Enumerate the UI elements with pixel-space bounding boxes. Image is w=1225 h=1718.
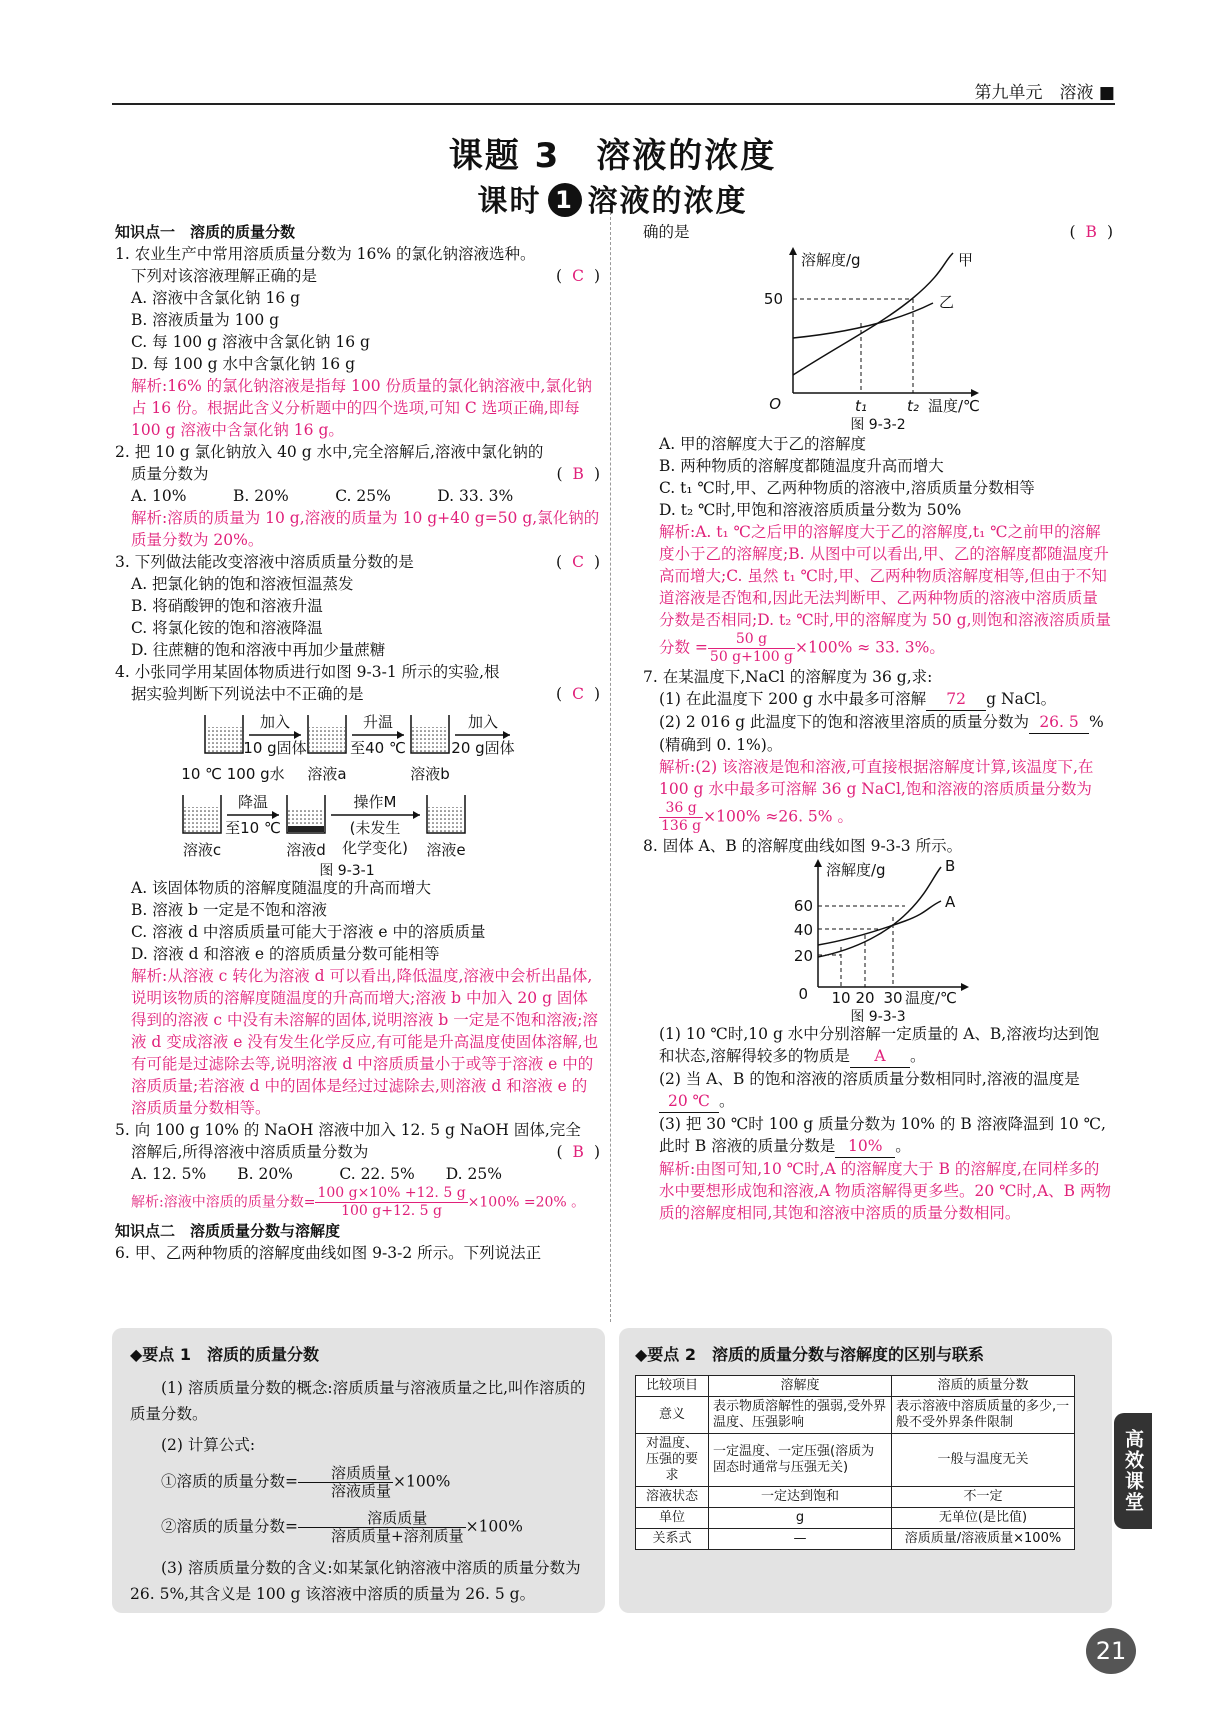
q8-part2: (2) 当 A、B 的饱和溶液的溶质质量分数相同时,溶液的温度是20 ℃ 。 [643, 1068, 1113, 1113]
fig1-coolb: 至10 ℃ [225, 819, 281, 837]
fig1-solution-a: 溶液a [307, 765, 347, 783]
q3-option-a: A. 把氯化钠的饱和溶液恒温蒸发 [131, 575, 354, 593]
q6-option-a: A. 甲的溶解度大于乙的溶解度 [659, 435, 867, 453]
q5-options: A. 12. 5% B. 20% C. 22. 5% D. 25% [131, 1165, 502, 1183]
fig2-ylabel: 溶解度/g [801, 251, 861, 269]
q4-option-a: A. 该固体物质的溶解度随温度的升高而增大 [131, 879, 432, 897]
q2-stem2: 质量分数为 ( B ) [131, 465, 600, 483]
fig2-t1: t₁ [855, 397, 867, 415]
q4-explanation: 解析:从溶液 c 转化为溶液 d 可以看出,降低温度,溶液中会析出晶体,说明该物质的溶解度随温度的升高而增大;溶液 b 中加入 20 g 固体得到的溶液 c 中没有未溶解的固体,说明溶液 b 一定是不饱和溶液;溶液 d 变成溶液 e 没有发生化学反应,有可能是升高温度使固体溶解,也有可能是过滤除去等,说明溶液 d 中溶质质量小于或等于溶液 e 中的溶质质量;若溶液 d 中的固体是经过过滤除去,则溶液 d 和溶液 e 的溶质质量分数相等。 [131, 967, 599, 1117]
q1-stem: 1. 农业生产中常用溶质质量分数为 16% 的氯化钠溶液选种。 [115, 245, 536, 263]
key-point-2-box [619, 1328, 1112, 1613]
key-point-1-box [112, 1328, 605, 1613]
q8-stem: 8. 固体 A、B 的溶解度曲线如图 9-3-3 所示。 [643, 837, 963, 855]
q6-stem: 6. 甲、乙两种物质的溶解度曲线如图 9-3-2 所示。下列说法正 [115, 1244, 542, 1262]
q3-answer: C [572, 553, 584, 571]
table-row [636, 1434, 1075, 1487]
table-cell: 单位 [636, 1508, 709, 1529]
fig3-y40: 40 [793, 921, 813, 939]
q4-option-b: B. 溶液 b 一定是不饱和溶液 [131, 901, 328, 919]
table-cell: 表示溶液中溶质质量的多少,一般不受外界条件限制 [892, 1397, 1075, 1434]
fig2-series-yi: 乙 [939, 293, 955, 311]
q1-option-d: D. 每 100 g 水中含氯化钠 16 g [131, 355, 356, 373]
table-cell: 溶质质量/溶液质量×100% [892, 1529, 1075, 1550]
figure-9-3-1 [115, 705, 600, 877]
q5-stem: 5. 向 100 g 10% 的 NaOH 溶液中加入 12. 5 g NaOH 固体,完全 [115, 1121, 581, 1139]
q1-stem2: 下列对该溶液理解正确的是 ( C ) [131, 267, 600, 285]
left-column [115, 221, 600, 1264]
knowledge-point-1: 知识点一 溶质的质量分数 [115, 223, 296, 241]
fig1-add2b: 20 g固体 [451, 739, 515, 757]
fig3-y20: 20 [793, 947, 813, 965]
q5-stem2: 溶解后,所得溶液中溶质质量分数为 ( B ) [131, 1143, 600, 1161]
comparison-table [635, 1375, 1075, 1550]
lesson-number-badge: 1 [548, 183, 582, 217]
table-row [636, 1508, 1075, 1529]
table-cell: 表示物质溶解性的强弱,受外界温度、压强影响 [709, 1397, 892, 1434]
q2-answer: B [572, 465, 584, 483]
key-point-1-concept: (1) 溶质质量分数的概念:溶质质量与溶液质量之比,叫作溶质的质量分数。 [130, 1379, 586, 1423]
subtitle-name: 溶液的浓度 [587, 184, 748, 219]
fig2-t2: t₂ [907, 397, 919, 415]
fig1-add1b: 10 g固体 [243, 739, 307, 757]
fig3-series-a: A [945, 893, 956, 911]
q5-answer: B [572, 1143, 584, 1161]
q3-option-b: B. 将硝酸钾的饱和溶液升温 [131, 597, 323, 615]
key-point-1-title: ◆要点 1 溶质的质量分数 [130, 1345, 320, 1364]
table-header: 溶解度 [709, 1376, 892, 1397]
table-cell: 无单位(是比值) [892, 1508, 1075, 1529]
q4-stem2: 据实验判断下列说法中不正确的是 ( C ) [131, 685, 600, 703]
q4-stem: 4. 小张同学用某固体物质进行如图 9-3-1 所示的实验,根 [115, 663, 500, 681]
table-cell: 溶液状态 [636, 1487, 709, 1508]
fig1-operation: 操作M [353, 793, 397, 811]
q7-answer-1: 72 [926, 688, 986, 711]
table-header: 溶质的质量分数 [892, 1376, 1075, 1397]
fig2-caption: 图 9-3-2 [850, 417, 906, 433]
q3-option-d: D. 往蔗糖的饱和溶液中再加少量蔗糖 [131, 641, 386, 659]
q6-option-d: D. t₂ ℃时,甲饱和溶液溶质质量分数为 50% [659, 501, 962, 519]
fig3-x0: 0 [798, 985, 808, 1003]
unit-header: 第九单元 溶液 ■ [974, 83, 1115, 103]
q1-explanation: 解析:16% 的氯化钠溶液是指每 100 份质量的氯化钠溶液中,氯化钠占 16 份。根据此含义分析题中的四个选项,可知 C 选项正确,即每 100 g 溶液中含氯化钠 16 g。 [131, 377, 592, 439]
knowledge-point-2: 知识点二 溶质质量分数与溶解度 [115, 1222, 341, 1240]
fig1-add2: 加入 [467, 713, 499, 731]
table-row [636, 1529, 1075, 1550]
table-cell: g [709, 1508, 892, 1529]
table-cell: 不一定 [892, 1487, 1075, 1508]
key-point-1-formula-label: (2) 计算公式: [161, 1436, 256, 1454]
q8-answer-2: 20 ℃ [659, 1090, 719, 1113]
q4-option-c: C. 溶液 d 中溶质质量可能大于溶液 e 中的溶质质量 [131, 923, 486, 941]
right-column [643, 221, 1113, 1224]
q6-option-c: C. t₁ ℃时,甲、乙两种物质的溶液中,溶质质量分数相等 [659, 479, 1035, 497]
q8-part3: (3) 把 30 ℃时 100 g 质量分数为 10% 的 B 溶液降温到 10 ℃,此时 B 溶液的质量分数是 10% 。 [643, 1113, 1113, 1158]
figure-9-3-2 [643, 243, 1113, 433]
fig1-water: 10 ℃ 100 g水 [181, 765, 285, 783]
q3-stem: 3. 下列做法能改变溶液中溶质质量分数的是 ( C ) [115, 553, 600, 571]
q4-option-d: D. 溶液 d 和溶液 e 的溶质质量分数可能相等 [131, 945, 440, 963]
fig1-solution-c: 溶液c [182, 841, 222, 859]
lesson-subtitle [0, 176, 1225, 220]
fig2-series-jia: 甲 [958, 251, 974, 269]
key-point-2-title: ◆要点 2 溶质的质量分数与溶解度的区别与联系 [635, 1345, 985, 1364]
fig1-solution-b: 溶液b [410, 765, 450, 783]
fig3-x20: 20 [855, 989, 875, 1007]
q7-part1: (1) 在此温度下 200 g 水中最多可溶解 72 g NaCl。 [643, 688, 1113, 711]
fig1-heat: 升温 [362, 713, 394, 731]
q6-answer: B [1085, 223, 1097, 241]
q7-explanation: 解析:(2) 该溶液是饱和溶液,可直接根据溶解度计算,该温度下,在 100 g 水中最多可溶解 36 g NaCl,饱和溶液的溶质质量分数为 $\frac{36 g}{136 g}$ ×100% ≈26. 5% 。 [659, 758, 1094, 834]
fig1-operation-c: 化学变化) [342, 839, 408, 857]
fig3-y60: 60 [793, 897, 813, 915]
q6-stem-cont: 确的是 ( B ) [643, 223, 1113, 241]
fig1-add1: 加入 [259, 713, 291, 731]
q5-explanation: 解析:溶液中溶质的质量分数= $\frac{100 g\times 10\% +12. 5 g}{100 g+12. 5 g}$ ×100% =20% 。 [131, 1185, 586, 1219]
lesson-title: 课题 3 溶液的浓度 [448, 136, 777, 176]
table-row [636, 1397, 1075, 1434]
q1-option-b: B. 溶液质量为 100 g [131, 311, 280, 329]
header-rule [112, 103, 1115, 105]
q1-option-c: C. 每 100 g 溶液中含氯化钠 16 g [131, 333, 370, 351]
fig1-caption: 图 9-3-1 [319, 863, 375, 877]
q2-options: A. 10% B. 20% C. 25% D. 33. 3% [131, 487, 514, 505]
fig2-origin: O [769, 395, 781, 413]
table-row [636, 1487, 1075, 1508]
q8-answer-1: A [850, 1045, 910, 1068]
table-cell: 一定达到饱和 [709, 1487, 892, 1508]
section-side-tab: 高效课堂 [1114, 1413, 1152, 1529]
fig1-operation-b: (未发生 [349, 819, 401, 837]
page-number: 21 [1086, 1628, 1136, 1674]
q7-stem: 7. 在某温度下,NaCl 的溶解度为 36 g,求: [643, 668, 933, 686]
q8-answer-3: 10% [835, 1135, 895, 1158]
q6-explanation: 解析:A. t₁ ℃之后甲的溶解度大于乙的溶解度,t₁ ℃之前甲的溶解度小于乙的溶解度;B. 从图中可以看出,甲、乙的溶解度都随温度升高而增大;C. 虽然 t₁ ℃时,甲、乙两种物质溶解度相等,但由于不知道溶液是否饱和,因此无法判断甲、乙两种物质的溶液中溶质质量分数是否相同;D. t₂ ℃时,甲的溶解度为 50 g,则饱和溶液溶质质量分数 = $\frac{50 g}{50 g+100 g}$ ×100% ≈ 33. 3%。 [659, 523, 1112, 665]
table-cell: 对温度、压强的要求 [636, 1434, 709, 1487]
q2-explanation: 解析:溶质的质量为 10 g,溶液的质量为 10 g+40 g=50 g,氯化钠的质量分数为 20%。 [131, 509, 600, 549]
fig3-caption: 图 9-3-3 [850, 1009, 906, 1023]
fig1-heatb: 至40 ℃ [350, 739, 406, 757]
table-cell: — [709, 1529, 892, 1550]
q8-explanation: 解析:由图可知,10 ℃时,A 的溶解度大于 B 的溶解度,在同样多的水中要想形成饱和溶液,A 物质溶解得更多些。20 ℃时,A、B 两物质的溶解度相同,其饱和溶液中溶质的质量分数相同。 [659, 1160, 1111, 1222]
fig3-x30: 30 [883, 989, 903, 1007]
fig1-solution-e: 溶液e [426, 841, 466, 859]
key-point-1-formula-2: ②溶质的质量分数= $\frac{\text{溶质质量}}{\text{溶质质量+溶剂质量}}$ ×100% [161, 1509, 523, 1545]
table-header-row [636, 1376, 1075, 1397]
q1-option-a: A. 溶液中含氯化钠 16 g [131, 289, 301, 307]
table-header: 比较项目 [636, 1376, 709, 1397]
fig3-series-b: B [945, 857, 956, 875]
q1-answer: C [572, 267, 584, 285]
table-cell: 一般与温度无关 [892, 1434, 1075, 1487]
fig2-y50: 50 [763, 290, 783, 308]
table-cell: 意义 [636, 1397, 709, 1434]
fig3-x10: 10 [831, 989, 851, 1007]
fig1-solution-d: 溶液d [286, 841, 326, 859]
column-divider [610, 212, 611, 1322]
fig1-cool: 降温 [237, 793, 269, 811]
subtitle-prefix: 课时 [477, 184, 542, 219]
key-point-1-formula-1: ①溶质的质量分数= $\frac{\text{溶质质量}}{\text{溶液质量}}$ ×100% [161, 1464, 451, 1500]
fig3-xlabel: 温度/℃ [905, 989, 957, 1007]
fig3-ylabel: 溶解度/g [826, 861, 886, 879]
table-cell: 一定温度、一定压强(溶质为固态时通常与压强无关) [709, 1434, 892, 1487]
key-point-1-meaning: (3) 溶质质量分数的含义:如某氯化钠溶液中溶质的质量分数为 26. 5%,其含义是 100 g 该溶液中溶质的质量为 26. 5 g。 [130, 1559, 581, 1603]
q7-part2: (2) 2 016 g 此温度下的饱和溶液里溶质的质量分数为 26. 5 %(精确到 0. 1%)。 [659, 713, 1104, 754]
fig2-xlabel: 温度/℃ [928, 397, 980, 415]
figure-9-3-3 [643, 857, 1113, 1023]
q7-answer-2: 26. 5 [1029, 711, 1089, 734]
q8-part1: (1) 10 ℃时,10 g 水中分别溶解一定质量的 A、B,溶液均达到饱和状态,溶解得较多的物质是 A 。 [643, 1023, 1113, 1068]
q4-answer: C [572, 685, 584, 703]
table-cell: 关系式 [636, 1529, 709, 1550]
q2-stem: 2. 把 10 g 氯化钠放入 40 g 水中,完全溶解后,溶液中氯化钠的 [115, 443, 544, 461]
q6-option-b: B. 两种物质的溶解度都随温度升高而增大 [659, 457, 944, 475]
q3-option-c: C. 将氯化铵的饱和溶液降温 [131, 619, 323, 637]
